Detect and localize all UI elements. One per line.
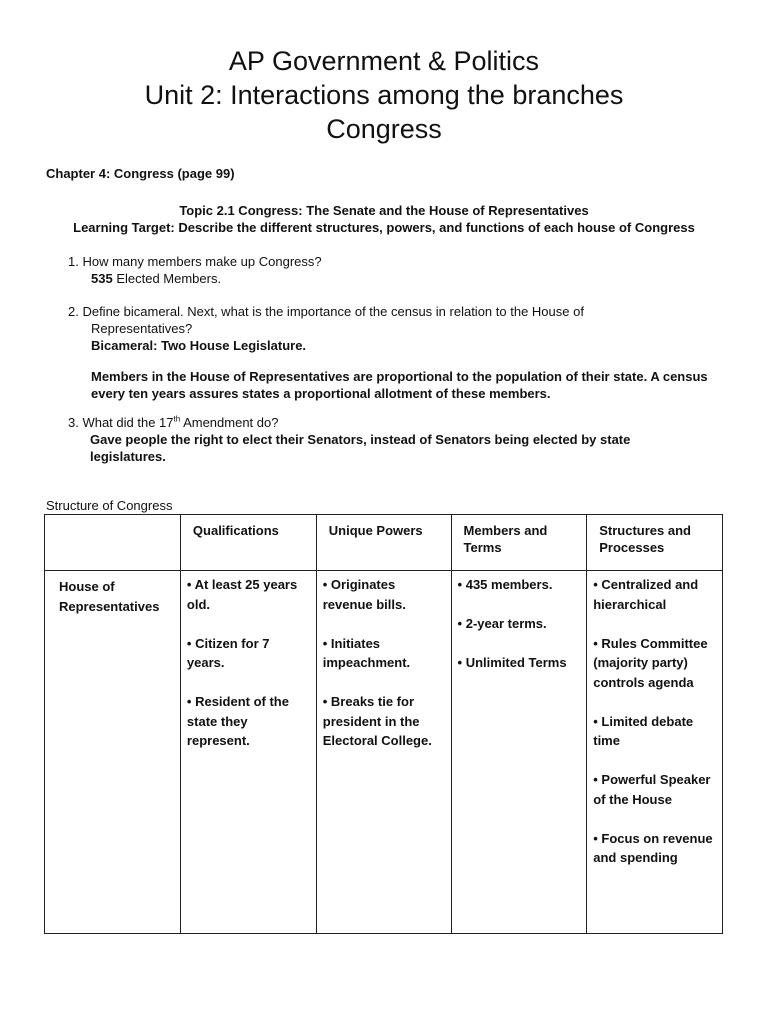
list-item: • Citizen for 7 years. <box>186 635 270 670</box>
structure-table <box>44 514 723 934</box>
list-item: • Unlimited Terms <box>457 655 567 670</box>
list-item: • Powerful Speaker of the House <box>593 772 711 807</box>
title-line-3: Congress <box>326 114 442 144</box>
list-item: • Initiates impeachment. <box>322 635 411 670</box>
chapter-heading: Chapter 4: Congress (page 99) <box>46 166 235 181</box>
question-3 <box>68 414 708 465</box>
cell-unique-powers <box>316 571 451 934</box>
question-1-prompt: 1. How many members make up Congress? <box>68 254 322 269</box>
list-item: • At least 25 years old. <box>186 577 298 612</box>
table-row <box>45 571 723 934</box>
table-header-row <box>45 515 723 571</box>
table-header-qualifications: Qualifications <box>180 515 316 571</box>
question-2 <box>68 303 708 354</box>
question-3-answer: Gave people the right to elect their Senators, instead of Senators being elected by state legislatures. <box>90 432 631 464</box>
list-item: • Limited debate time <box>593 713 694 748</box>
table-header-structures: Structures and Processes <box>587 515 723 571</box>
structure-label: Structure of Congress <box>46 498 173 513</box>
question-1-answer-text: Elected Members. <box>112 271 222 286</box>
question-1 <box>68 253 708 287</box>
question-2-answer-2: Members in the House of Representatives are proportional to the population of their state. A census every ten years assures states a proportional allotment of these members. <box>91 369 708 401</box>
question-3-prompt <box>68 414 708 431</box>
cell-structures <box>587 571 723 934</box>
question-2-prompt-line-1: 2. Define bicameral. Next, what is the importance of the census in relation to the House of <box>68 304 584 319</box>
table-header-unique-powers: Unique Powers <box>316 515 451 571</box>
table-header-blank <box>45 515 181 571</box>
question-3-prompt-start: 3. What did the 17 <box>68 415 174 430</box>
row-label-house: House of Representatives <box>45 571 181 934</box>
question-3-prompt-sup: th <box>173 414 181 424</box>
question-1-answer-number: 535 <box>91 271 113 286</box>
page-title <box>0 44 768 146</box>
topic-block <box>0 202 768 236</box>
question-2-prompt-line-2: Representatives? <box>91 321 193 336</box>
list-item: • Centralized and hierarchical <box>593 577 699 612</box>
cell-qualifications <box>180 571 316 934</box>
list-item: • Resident of the state they represent. <box>186 694 289 748</box>
list-item: • 2-year terms. <box>457 616 547 631</box>
list-item: • Breaks tie for president in the Electoral College. <box>322 694 432 748</box>
list-item: • Focus on revenue and spending <box>593 830 713 865</box>
title-line-1: AP Government & Politics <box>228 46 540 76</box>
question-1-answer <box>91 270 708 287</box>
learning-target: Learning Target: Describe the different structures, powers, and functions of each house of Congress <box>73 220 695 235</box>
question-3-prompt-end: Amendment do? <box>180 415 279 430</box>
question-2-answer-1: Bicameral: Two House Legislature. <box>91 338 307 353</box>
cell-members-terms <box>451 571 587 934</box>
list-item: • 435 members. <box>457 577 553 592</box>
list-item: • Rules Committee (majority party) controls agenda <box>593 635 708 690</box>
table-header-members-terms: Members and Terms <box>451 515 587 571</box>
title-line-2: Unit 2: Interactions among the branches <box>144 80 624 110</box>
topic-heading: Topic 2.1 Congress: The Senate and the House of Representatives <box>179 203 589 218</box>
list-item: • Originates revenue bills. <box>322 577 406 612</box>
